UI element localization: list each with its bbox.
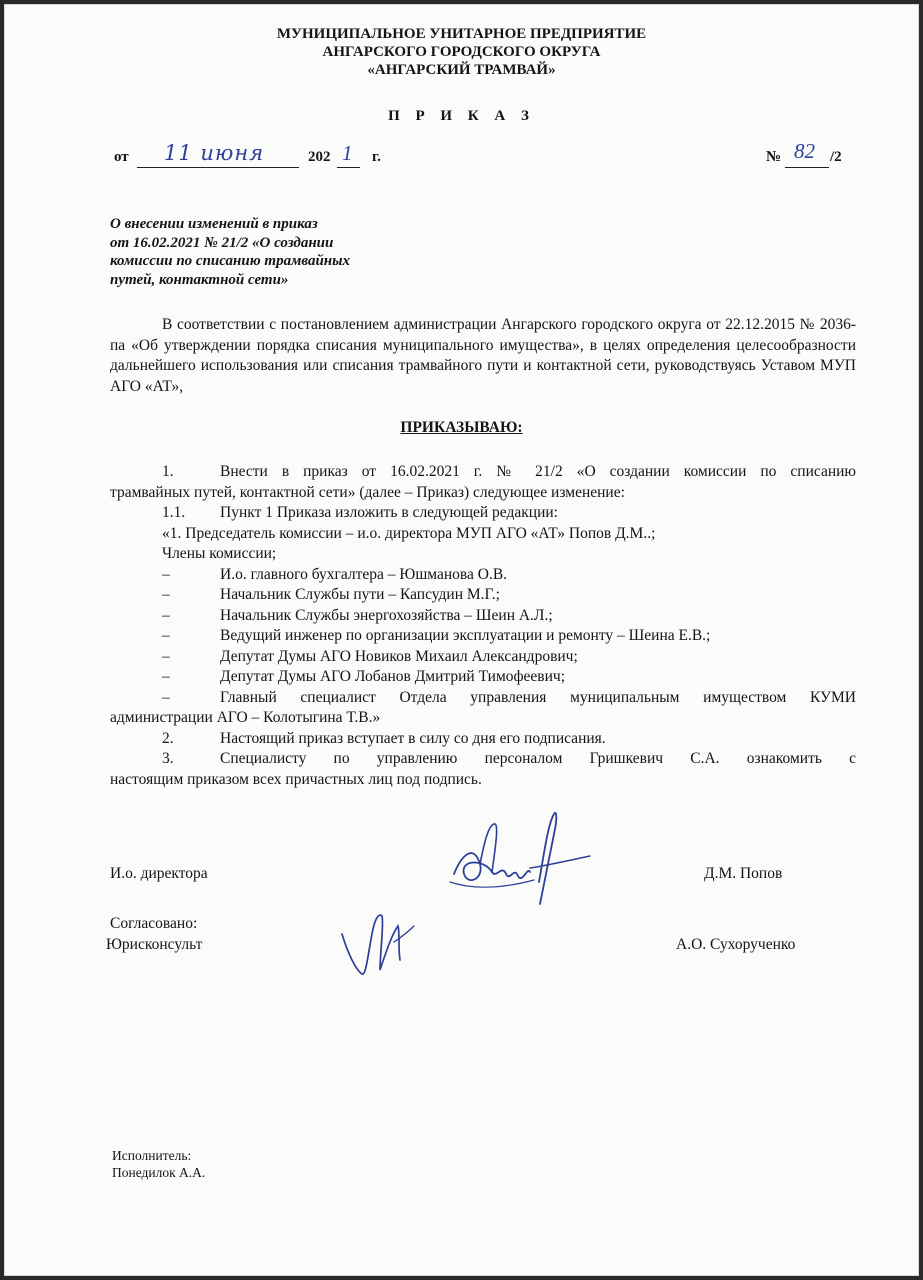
year-prefix: 202 xyxy=(308,149,331,165)
performer-name: Понедилок А.А. xyxy=(112,1165,206,1180)
item-1-line-2 xyxy=(110,483,856,504)
order-word: ПРИКАЗЫВАЮ: xyxy=(400,419,523,436)
year-suffix: г. xyxy=(372,149,381,165)
member-text: Депутат Думы АГО Новиков Михаил Александрович; xyxy=(220,647,578,665)
director-title: И.о. директора xyxy=(110,865,208,882)
number-label: № xyxy=(766,149,782,165)
handwritten-date: 11 июня xyxy=(164,141,265,165)
number-suffix: /2 xyxy=(830,149,842,165)
item-2 xyxy=(110,729,856,750)
order-items xyxy=(110,462,856,790)
member-text: Главный специалист Отдела управления муниципальным имуществом КУМИ xyxy=(220,688,856,706)
item-text: настоящим приказом всех причастных лиц под подпись. xyxy=(110,770,482,788)
item-text: Специалисту по управлению персоналом Гришкевич С.А. ознакомить с xyxy=(220,750,856,767)
list-dash: – xyxy=(162,627,170,644)
member-text: Начальник Службы энергохозяйства – Шеин А.Л.; xyxy=(220,606,553,624)
list-dash: – xyxy=(162,668,170,685)
preamble-paragraph: В соответствии с постановлением администрации Ангарского городского округа от 22.12.2015 № 2036-па «Об утверждении порядка списания муниципального имущества», в целях определения целесообразности дальнейшего использования или списания трамвайного пути и контактной сети, руководствуясь Уставом МУП АГО «АТ», xyxy=(110,316,856,395)
lawyer-signature xyxy=(334,904,424,984)
director-signature xyxy=(444,804,594,914)
list-dash: – xyxy=(162,688,170,706)
order-subject xyxy=(110,215,350,289)
member-row xyxy=(110,565,856,586)
member-row xyxy=(110,585,856,606)
number-underline xyxy=(785,167,829,168)
list-dash: – xyxy=(162,647,170,665)
list-dash: – xyxy=(162,606,170,624)
item-text: трамвайных путей, контактной сети» (далее – Приказ) следующее изменение: xyxy=(110,483,625,501)
subject-line-2: от 16.02.2021 № 21/2 «О создании xyxy=(110,234,334,251)
performer-label: Исполнитель: xyxy=(112,1148,192,1163)
org-name-line-2: АНГАРСКОГО ГОРОДСКОГО ОКРУГА xyxy=(322,44,601,60)
members-label: Члены комиссии; xyxy=(162,545,277,562)
item-3-line-2 xyxy=(110,770,856,791)
members-label-line xyxy=(110,544,856,565)
org-name-line-3: «АНГАРСКИЙ ТРАМВАЙ» xyxy=(367,62,556,78)
member-row xyxy=(110,626,856,647)
member-row xyxy=(110,667,856,688)
chairman-text: «1. Председатель комиссии – и.о. директора МУП АГО «АТ» Попов Д.М..; xyxy=(162,524,656,542)
order-heading xyxy=(4,419,919,437)
member-text: Начальник Службы пути – Капсудин М.Г.; xyxy=(220,586,500,603)
item-text: Настоящий приказ вступает в силу со дня его подписания. xyxy=(220,729,606,747)
lawyer-name: А.О. Сухорученко xyxy=(676,936,796,953)
member-text: Депутат Думы АГО Лобанов Дмитрий Тимофеевич; xyxy=(220,668,566,685)
member-row xyxy=(110,647,856,668)
member-text: И.о. главного бухгалтера – Юшманова О.В. xyxy=(220,565,508,583)
org-name-line-1: МУНИЦИПАЛЬНОЕ УНИТАРНОЕ ПРЕДПРИЯТИЕ xyxy=(276,26,647,42)
item-number: 3. xyxy=(162,750,174,767)
member-text: Ведущий инженер по организации эксплуатации и ремонту – Шеина Е.В.; xyxy=(220,627,711,644)
handwritten-year-digit: 1 xyxy=(342,141,353,165)
item-1-1 xyxy=(110,503,856,524)
organization-header xyxy=(4,25,919,79)
subject-line-3: комиссии по списанию трамвайных xyxy=(110,253,351,269)
member-row-continuation xyxy=(110,708,856,729)
item-number: 1. xyxy=(162,463,174,480)
item-3-line-1 xyxy=(110,749,856,770)
item-1-line-1 xyxy=(110,462,856,483)
list-dash: – xyxy=(162,586,170,603)
agreed-label: Согласовано: xyxy=(110,915,198,932)
date-underline xyxy=(137,167,299,168)
member-text: администрации АГО – Колотыгина Т.В.» xyxy=(110,709,381,726)
director-name: Д.М. Попов xyxy=(704,865,783,882)
list-dash: – xyxy=(162,565,170,583)
document-page xyxy=(4,4,919,1276)
lawyer-title: Юрисконсульт xyxy=(106,936,203,953)
subject-line-1: О внесении изменений в приказ xyxy=(110,216,318,232)
item-text: Пункт 1 Приказа изложить в следующей редакции: xyxy=(220,504,558,521)
performer-block xyxy=(112,1147,205,1181)
member-row xyxy=(110,606,856,627)
document-title: П Р И К А З xyxy=(388,108,535,124)
handwritten-number: 82 xyxy=(794,139,815,163)
date-from-label: от xyxy=(114,149,129,165)
item-number: 1.1. xyxy=(162,504,186,521)
year-underline xyxy=(337,167,360,168)
item-number: 2. xyxy=(162,729,174,747)
member-row xyxy=(110,688,856,709)
item-text: Внести в приказ от 16.02.2021 г. № 21/2 «О создании комиссии по списанию xyxy=(220,463,856,480)
subject-line-4: путей, контактной сети» xyxy=(110,271,289,288)
chairman-line xyxy=(110,524,856,545)
